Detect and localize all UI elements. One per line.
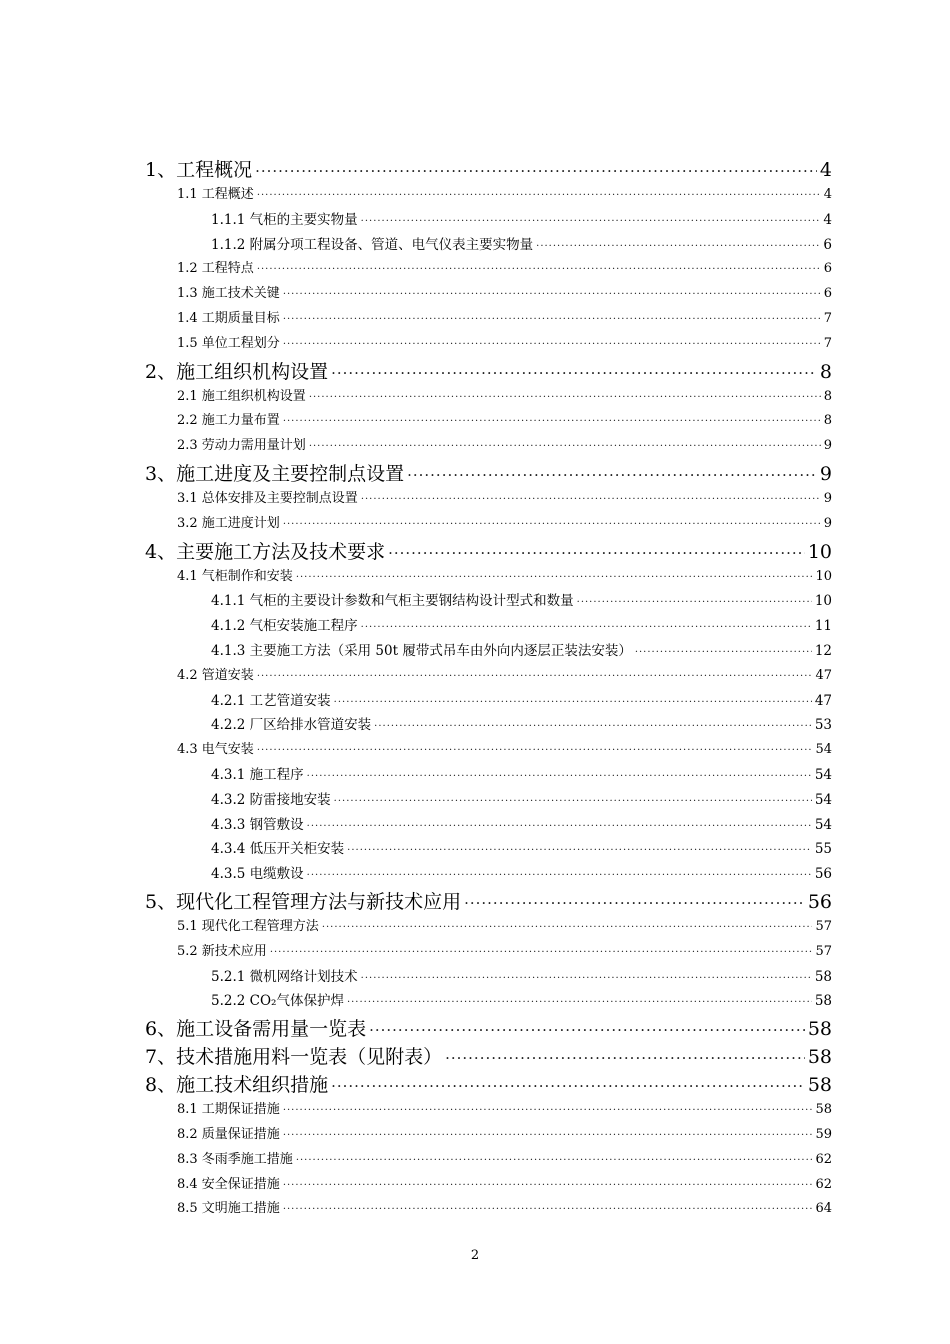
- toc-entry-page: 6: [823, 261, 832, 277]
- toc-entry-level-2[interactable]: [0, 1173, 950, 1198]
- toc-entry-page: 62: [815, 1151, 832, 1167]
- toc-entry-level-1[interactable]: [0, 887, 950, 915]
- toc-entry-page: 57: [815, 943, 832, 959]
- toc-dot-leader: [309, 392, 821, 403]
- toc-entry-level-3[interactable]: [0, 788, 950, 813]
- toc-dot-leader: [296, 1155, 813, 1166]
- toc-entry-level-2[interactable]: [0, 1197, 950, 1222]
- toc-entry-level-2[interactable]: [0, 183, 950, 208]
- toc-entry-level-1[interactable]: [0, 357, 950, 385]
- toc-entry-level-2[interactable]: [0, 915, 950, 940]
- table-of-contents: [0, 155, 950, 1222]
- toc-entry-level-3[interactable]: [0, 813, 950, 838]
- toc-entry-page: 4: [823, 211, 832, 228]
- toc-entry-title: 1.1.2 附属分项工程设备、管道、电气仪表主要实物量: [211, 236, 534, 253]
- toc-entry-title: 4.3.5 电缆敷设: [211, 866, 304, 883]
- toc-entry-page: 62: [815, 1176, 832, 1192]
- toc-entry-level-3[interactable]: [0, 713, 950, 738]
- toc-entry-page: 10: [815, 568, 832, 584]
- toc-dot-leader: [270, 947, 813, 958]
- toc-dot-leader: [257, 671, 813, 682]
- toc-entry-page: 4: [823, 187, 832, 202]
- toc-entry-title: 1、工程概况: [145, 159, 253, 181]
- toc-entry-level-2[interactable]: [0, 257, 950, 282]
- toc-entry-title: 1.2 工程特点: [177, 261, 254, 277]
- toc-entry-level-3[interactable]: [0, 837, 950, 862]
- toc-entry-level-2[interactable]: [0, 409, 950, 434]
- toc-entry-title: 2.1 施工组织机构设置: [177, 388, 306, 404]
- toc-dot-leader: [255, 162, 817, 180]
- toc-entry-title: 8.4 安全保证措施: [177, 1176, 280, 1192]
- toc-entry-page: 12: [814, 642, 832, 659]
- toc-entry-title: 4.2.2 厂区给排水管道安装: [211, 717, 372, 734]
- toc-entry-title: 4.2 管道安装: [177, 667, 254, 683]
- toc-dot-leader: [347, 997, 812, 1008]
- toc-dot-leader: [307, 870, 812, 881]
- toc-entry-page: 47: [815, 667, 832, 683]
- toc-entry-title: 1.3 施工技术关键: [177, 286, 280, 302]
- toc-entry-title: 8、施工技术组织措施: [145, 1074, 329, 1097]
- toc-dot-leader: [283, 339, 821, 350]
- toc-entry-title: 1.1 工程概述: [177, 187, 254, 202]
- toc-entry-level-1[interactable]: [0, 1070, 950, 1098]
- toc-dot-leader: [257, 264, 821, 275]
- toc-entry-level-2[interactable]: [0, 738, 950, 763]
- toc-entry-level-2[interactable]: [0, 282, 950, 307]
- toc-dot-leader: [334, 796, 812, 807]
- toc-entry-level-3[interactable]: [0, 233, 950, 258]
- toc-entry-title: 4.1 气柜制作和安装: [177, 568, 293, 584]
- toc-entry-level-3[interactable]: [0, 763, 950, 788]
- toc-dot-leader: [283, 1105, 813, 1116]
- toc-dot-leader: [361, 494, 821, 505]
- toc-entry-page: 58: [814, 993, 832, 1010]
- toc-entry-page: 54: [814, 766, 832, 783]
- toc-entry-page: 11: [814, 618, 832, 635]
- toc-entry-level-1[interactable]: [0, 155, 950, 183]
- toc-entry-title: 8.3 冬雨季施工措施: [177, 1151, 293, 1167]
- toc-entry-page: 9: [823, 490, 832, 506]
- toc-entry-title: 4.3.4 低压开关柜安装: [211, 841, 345, 858]
- toc-dot-leader: [283, 416, 821, 427]
- toc-entry-title: 4.3.1 施工程序: [211, 766, 304, 783]
- toc-entry-level-3[interactable]: [0, 614, 950, 639]
- toc-entry-level-3[interactable]: [0, 989, 950, 1014]
- toc-entry-level-3[interactable]: [0, 689, 950, 714]
- toc-entry-page: 9: [819, 462, 832, 485]
- toc-dot-leader: [635, 647, 812, 658]
- toc-entry-title: 3.2 施工进度计划: [177, 515, 280, 531]
- toc-entry-title: 5、现代化工程管理方法与新技术应用: [145, 890, 462, 913]
- toc-entry-level-2[interactable]: [0, 1148, 950, 1173]
- toc-entry-level-1[interactable]: [0, 537, 950, 565]
- toc-entry-level-2[interactable]: [0, 307, 950, 332]
- toc-entry-page: 53: [814, 717, 832, 734]
- toc-dot-leader: [536, 241, 820, 252]
- toc-entry-page: 54: [814, 791, 832, 808]
- toc-entry-page: 8: [823, 413, 832, 429]
- toc-entry-page: 8: [819, 360, 832, 383]
- toc-entry-page: 58: [814, 968, 832, 985]
- toc-entry-title: 4.1.3 主要施工方法（采用 50t 履带式吊车由外向内逐层正装法安装）: [211, 642, 632, 659]
- toc-entry-level-3[interactable]: [0, 639, 950, 664]
- toc-dot-leader: [296, 572, 813, 583]
- toc-entry-page: 54: [814, 816, 832, 833]
- toc-dot-leader: [361, 216, 821, 227]
- toc-entry-level-1[interactable]: [0, 459, 950, 487]
- toc-dot-leader: [407, 466, 817, 484]
- toc-entry-level-3[interactable]: [0, 589, 950, 614]
- toc-entry-page: 9: [823, 515, 832, 531]
- toc-dot-leader: [331, 1077, 805, 1095]
- toc-entry-page: 58: [807, 1046, 832, 1069]
- toc-dot-leader: [283, 314, 821, 325]
- toc-dot-leader: [322, 922, 813, 933]
- toc-entry-page: 57: [815, 918, 832, 934]
- toc-dot-leader: [283, 519, 821, 530]
- toc-entry-title: 4.1.2 气柜安装施工程序: [211, 618, 358, 635]
- toc-entry-title: 5.2.1 微机网络计划技术: [211, 968, 358, 985]
- toc-dot-leader: [257, 745, 813, 756]
- toc-entry-level-1[interactable]: [0, 1014, 950, 1042]
- toc-entry-page: 10: [807, 540, 832, 563]
- toc-entry-title: 8.2 质量保证措施: [177, 1126, 280, 1142]
- toc-entry-title: 1.5 单位工程划分: [177, 335, 280, 351]
- toc-entry-page: 47: [814, 692, 832, 709]
- toc-entry-page: 58: [807, 1074, 832, 1097]
- toc-dot-leader: [577, 597, 812, 608]
- toc-entry-title: 3、施工进度及主要控制点设置: [145, 462, 405, 485]
- toc-dot-leader: [361, 622, 812, 633]
- toc-entry-page: 58: [807, 1018, 832, 1041]
- toc-dot-leader: [283, 1130, 813, 1141]
- toc-entry-level-3[interactable]: [0, 965, 950, 990]
- toc-dot-leader: [361, 973, 812, 984]
- toc-entry-page: 55: [814, 841, 832, 858]
- toc-dot-leader: [283, 1180, 813, 1191]
- toc-entry-level-2[interactable]: [0, 385, 950, 410]
- toc-entry-title: 2.2 施工力量布置: [177, 413, 280, 429]
- toc-entry-title: 4、主要施工方法及技术要求: [145, 540, 386, 563]
- toc-dot-leader: [445, 1049, 805, 1067]
- toc-dot-leader: [331, 364, 817, 382]
- toc-entry-page: 10: [814, 593, 832, 610]
- toc-entry-title: 5.1 现代化工程管理方法: [177, 918, 319, 934]
- toc-dot-leader: [283, 289, 821, 300]
- toc-entry-title: 1.1.1 气柜的主要实物量: [211, 211, 358, 228]
- toc-entry-level-2[interactable]: [0, 434, 950, 459]
- toc-entry-page: 7: [823, 335, 832, 351]
- toc-entry-title: 2、施工组织机构设置: [145, 360, 329, 383]
- toc-entry-level-2[interactable]: [0, 487, 950, 512]
- toc-entry-title: 7、技术措施用料一览表（见附表）: [145, 1046, 443, 1069]
- page-number: 2: [470, 1248, 480, 1263]
- toc-entry-page: 7: [823, 310, 832, 326]
- toc-entry-level-2[interactable]: [0, 940, 950, 965]
- toc-entry-level-2[interactable]: [0, 332, 950, 357]
- toc-entry-title: 4.3 电气安装: [177, 742, 254, 758]
- toc-dot-leader: [307, 771, 812, 782]
- toc-dot-leader: [374, 721, 812, 732]
- toc-dot-leader: [388, 544, 805, 562]
- toc-entry-title: 4.3.2 防雷接地安装: [211, 791, 331, 808]
- toc-entry-level-3[interactable]: [0, 208, 950, 233]
- toc-entry-level-1[interactable]: [0, 1042, 950, 1070]
- toc-entry-level-2[interactable]: [0, 565, 950, 590]
- toc-entry-page: 56: [814, 866, 832, 883]
- toc-entry-title: 2.3 劳动力需用量计划: [177, 438, 306, 454]
- toc-dot-leader: [464, 894, 805, 912]
- toc-entry-title: 5.2 新技术应用: [177, 943, 267, 959]
- toc-entry-title: 4.1.1 气柜的主要设计参数和气柜主要钢结构设计型式和数量: [211, 593, 574, 610]
- toc-dot-leader: [307, 821, 812, 832]
- toc-entry-title: 5.2.2 CO₂气体保护焊: [211, 993, 344, 1010]
- toc-entry-title: 4.3.3 钢管敷设: [211, 816, 304, 833]
- toc-entry-title: 8.5 文明施工措施: [177, 1201, 280, 1217]
- toc-entry-page: 6: [823, 286, 832, 302]
- toc-dot-leader: [257, 190, 821, 201]
- toc-entry-page: 58: [815, 1102, 832, 1118]
- toc-entry-title: 4.2.1 工艺管道安装: [211, 692, 331, 709]
- toc-entry-page: 54: [815, 742, 832, 758]
- toc-entry-title: 6、施工设备需用量一览表: [145, 1018, 367, 1041]
- toc-entry-level-3[interactable]: [0, 862, 950, 887]
- toc-entry-title: 3.1 总体安排及主要控制点设置: [177, 490, 358, 506]
- toc-entry-page: 59: [815, 1126, 832, 1142]
- toc-entry-page: 64: [815, 1201, 832, 1217]
- toc-entry-level-2[interactable]: [0, 664, 950, 689]
- toc-dot-leader: [347, 845, 812, 856]
- toc-entry-page: 4: [819, 159, 832, 181]
- toc-entry-level-2[interactable]: [0, 1098, 950, 1123]
- toc-dot-leader: [283, 1204, 813, 1215]
- toc-entry-page: 56: [807, 890, 832, 913]
- toc-entry-level-2[interactable]: [0, 1123, 950, 1148]
- toc-dot-leader: [369, 1021, 805, 1039]
- toc-entry-page: 8: [823, 388, 832, 404]
- toc-entry-level-2[interactable]: [0, 512, 950, 537]
- toc-entry-title: 1.4 工期质量目标: [177, 310, 280, 326]
- toc-entry-title: 8.1 工期保证措施: [177, 1102, 280, 1118]
- toc-dot-leader: [309, 441, 821, 452]
- toc-dot-leader: [334, 697, 812, 708]
- toc-entry-page: 6: [823, 236, 832, 253]
- toc-entry-page: 9: [823, 438, 832, 454]
